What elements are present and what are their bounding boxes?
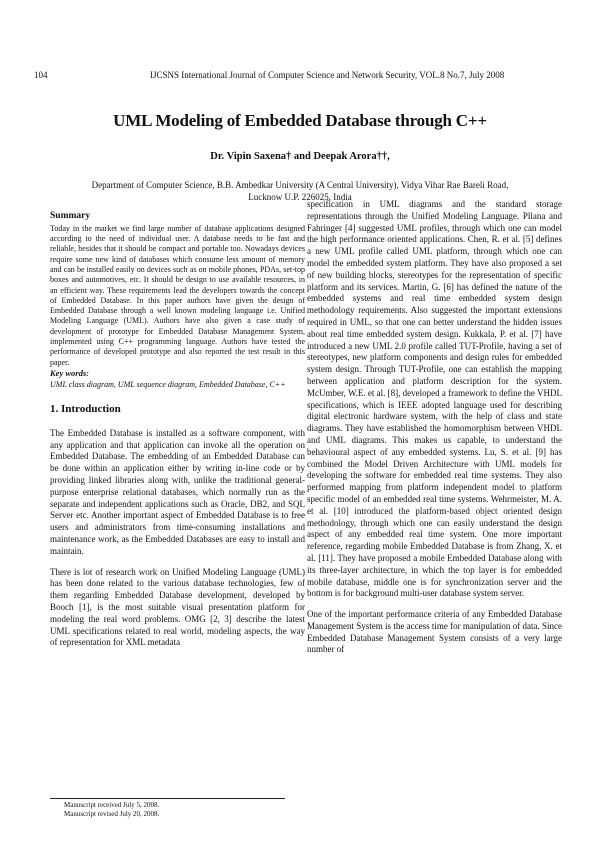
intro-paragraph-1: The Embedded Database is installed as a software component, with any application and that application can invoke all the operation on Embedded Database. The embedding of an Embedded Database can be done within an application either by writing in-line code or by providing linked libraries along with, unlike the traditional general-purpose enterprise relational databases, which normally run as the separate and independent applications such as Oracle, DB2, and SQL Server etc. Another important aspect of Embedded Database is to free users and administrators from time-consuming installations and maintenance work, as the Embedded Databases are easy to install and maintain. xyxy=(50,427,305,556)
right-paragraph-2: One of the important performance criteria of any Embedded Database Management System is the access time for manipulation of data. Since Embedded Database Management System consists of a very large number of xyxy=(307,609,562,655)
affiliation-line-2: Lucknow U.P. 226025, India xyxy=(248,192,352,202)
keywords-text: UML class diagram, UML sequence diagram, Embedded Database, C++ xyxy=(50,379,286,389)
summary-text: Today in the market we find large number of database applications designed according to the need of individual user. A database needs to be fast and reliable, besides that it should be compact and portable too. Nowadays devices require some new kind of databases which consume less amount of memory and can be installed easily on devices such as on mobile phones, PDAs, set-top boxes and automotives, etc. It should be design to use available resources, in an efficient way. These requirements lead the developers towards the concept of Embedded Database. In this paper authors have given the design of Embedded Database through a well known modeling language i.e. Unified Modeling Language (UML). Authors have also given a case study of development of prototype for Embedded Database Management System, implemented using C++ programming language. Authors have tested the performance of developed prototype and also reported the test result in this paper. xyxy=(50,223,305,367)
intro-paragraph-2: There is lot of research work on Unified Modeling Language (UML) has been done related to the various database technologies, few of them regarding Embedded Database development, developed by Booch [1], is the most suitable visual presentation platform for modeling the real word problems. OMG [2, 3] describe the latest UML specifications related to real world, modeling aspects, the way of representation for XML metadata xyxy=(50,566,305,648)
footnote-received: Manuscript received July 5, 2008. xyxy=(64,801,160,809)
page-number: 104 xyxy=(34,70,48,80)
section-heading-introduction: 1. Introduction xyxy=(50,403,121,416)
keywords-heading: Key words: xyxy=(50,367,89,378)
author-line: Dr. Vipin Saxena† and Deepak Arora††, xyxy=(210,151,390,162)
footnote-rule xyxy=(50,798,285,799)
summary-heading: Summary xyxy=(50,211,91,221)
left-column xyxy=(50,211,305,658)
paper-title: UML Modeling of Embedded Database through C++ xyxy=(113,111,487,130)
right-column xyxy=(307,199,562,665)
right-paragraph-1: specification in UML diagrams and the standard storage representations through the Unified Modeling Language. Pllana and Fahringer [4] suggested UML profiles, through which one can model the high performance oriented applications. Chen, R. et al. [5] defines a new UML profile called UML platform, through which one can model the embedded system platform. They have also proposed a set of new building blocks, stereotypes for the representation of specific platform and its services. Martin, G. [6] has defined the nature of the embedded systems and real time embedded system design methodology requirements. Also suggested the important extensions required in UML, so that one can better understand the hidden issues about real time embedded system design. Kukkala, P. et al. [7] have introduced a new UML 2.0 profile called TUT-Profile, having a set of stereotypes, new platform components and design rules for embedded system design. Through TUT-Profile, one can establish the mapping between application and platform description for the system. McUmber, W.E. et al. [8], developed a framework to define the VHDL specifications, which is IEEE adopted language used for describing digital electronic hardware system, with the help of class and state diagrams. They have established the homomorphism between VHDL and UML diagrams. This makes us capable, to understand the behavioural aspect of any embedded systems. Lu, S. et al. [9] has combined the Model Driven Architecture with UML models for developing the software for embedded real time systems. They also performed mapping from platform independent model to platform specific model of an embedded real time systems. Wehrmeister, M. A. et al. [10] introduced the platform-based object oriented design methodology, through which one can easily understand the design aspect of any embedded real time system. One more important reference, regarding mobile Embedded Database is from Zhang, X. et al. [11]. They have proposed a mobile Embedded Database along with its three-layer architecture, in which the top layer is for embedded mobile database, middle one is for synchronization server and the bottom is for background multi-user database system server. xyxy=(307,199,562,599)
running-header: IJCSNS International Journal of Computer Science and Network Security, VOL.8 No.7, July 2008 xyxy=(150,70,505,80)
affiliation-line-1: Department of Computer Science, B.B. Ambedkar University (A Central University), Vidya Vihar Rae Bareli Road, xyxy=(91,180,509,190)
footnote-revised: Manuscript revised July 20, 2008. xyxy=(64,810,160,818)
